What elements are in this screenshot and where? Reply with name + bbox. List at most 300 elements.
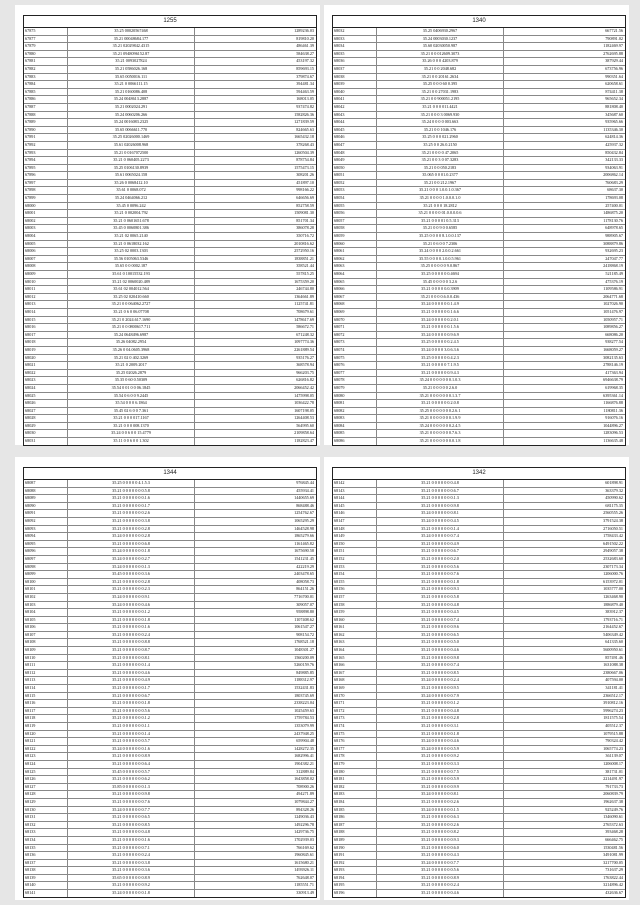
- point-id-cell: 68118: [24, 715, 68, 722]
- coordinate-cell: 35.25 02 0003.1303: [68, 248, 195, 255]
- coordinate-cell: 35.21 0 0 0 0 0 0 0.9.2: [68, 882, 195, 889]
- point-id-cell: 68083: [333, 415, 377, 422]
- table-row: [333, 776, 625, 784]
- point-id-cell: 68123: [24, 753, 68, 760]
- coordinate-cell: 35.21 0 0 0 0 0 0 0.6.7: [68, 693, 195, 700]
- table-row: [333, 480, 625, 488]
- value-cell: 1188312.97: [294, 677, 314, 683]
- coordinate-cell: 35.21 0 0 212.1967: [377, 180, 504, 187]
- coordinate-cell: 35.26 0 0 0 4203.879: [377, 58, 504, 65]
- value-cell: 1575473.15: [294, 164, 314, 170]
- value-cell: 379874.67: [296, 73, 314, 79]
- value-cell: 2261889.54: [294, 346, 314, 352]
- table-row: [24, 81, 316, 89]
- point-id-cell: 68067: [333, 294, 377, 301]
- value-cell: 68637.30: [607, 187, 623, 193]
- table-row: [333, 430, 625, 438]
- table-title: 1342: [333, 468, 625, 480]
- coordinate-cell: 35.24 0 0 0 0 0 0 0.1.8: [68, 548, 195, 555]
- table-row: [333, 400, 625, 408]
- point-id-cell: 68101: [24, 586, 68, 593]
- table-row: [333, 218, 625, 226]
- table-row: [333, 241, 625, 249]
- table-row: [24, 294, 316, 302]
- coordinate-cell: 35.24 0 0 0 0 003.663: [377, 119, 504, 126]
- coordinate-cell: 35.21 02 0065.2140: [68, 233, 195, 240]
- coordinate-cell: 35.21 0 0 0 0 0 0 0.9.3: [377, 586, 504, 593]
- value-cell: 312889.84: [296, 768, 314, 774]
- value-cell: 450990.62: [605, 495, 623, 501]
- value-cell: 6946638.79: [603, 377, 623, 383]
- coordinate-cell: 35.21 0 0 0 0 0 0.9.4.3: [377, 370, 504, 377]
- point-id-cell: 67884: [24, 81, 68, 88]
- coordinate-cell: 35.24 0003030.1237: [377, 36, 504, 43]
- point-id-cell: 68119: [24, 723, 68, 730]
- table-row: [333, 51, 625, 59]
- point-id-cell: 68084: [333, 423, 377, 430]
- coordinate-cell: 35.21 0 0 0 0 0 0 0.8.8: [68, 639, 195, 646]
- table-row: [24, 526, 316, 534]
- value-cell: 601898.91: [605, 480, 623, 485]
- coordinate-cell: 35.21 0 0 0 0 0 7.1.9.5: [377, 362, 504, 369]
- value-cell: 1346090.61: [603, 814, 623, 820]
- coordinate-cell: 35.21 0093027824: [68, 58, 195, 65]
- value-cell: 934063.91: [605, 164, 623, 170]
- table-row: [24, 882, 316, 890]
- table-row: [333, 564, 625, 572]
- point-id-cell: 68028: [24, 415, 68, 422]
- value-cell: 1682996.41: [294, 753, 314, 759]
- coordinate-cell: 35.21 0 0 0 0 0 0 0.9.8: [68, 791, 195, 798]
- value-cell: 849885.85: [296, 669, 314, 675]
- value-cell: 1643858.02: [294, 776, 314, 782]
- point-id-cell: 68165: [333, 655, 377, 662]
- coordinate-cell: 35.21 0 0 0 0 0 0 0.4.8: [377, 602, 504, 609]
- coordinate-cell: 35.24 0016083.2325: [68, 119, 195, 126]
- table-row: [333, 203, 625, 211]
- table-row: [333, 286, 625, 294]
- table-row: [333, 415, 625, 423]
- point-id-cell: 68052: [333, 180, 377, 187]
- point-id-cell: 68069: [333, 309, 377, 316]
- value-cell: 455934.41: [296, 487, 314, 493]
- coordinate-cell: 35.21 0 0 0 0 0 0 0.5.6: [68, 708, 195, 715]
- coordinate-cell: 35.21 00048684.177: [68, 36, 195, 43]
- coordinate-cell: 35.21 0 0 050.2183: [377, 165, 504, 172]
- coordinate-cell: 35.21 0 0618032.162: [68, 241, 195, 248]
- coordinate-cell: 35.21 0 0 0 0 0 0 0.2.3: [68, 586, 195, 593]
- point-id-cell: 67879: [24, 43, 68, 50]
- table-row: [24, 738, 316, 746]
- point-id-cell: 68160: [333, 617, 377, 624]
- document-page: [324, 457, 629, 900]
- value-cell: 378268.43: [296, 141, 314, 147]
- point-id-cell: 68135: [24, 845, 68, 852]
- point-id-cell: 67887: [24, 104, 68, 111]
- coordinate-cell: 35.61 0 10015532.193: [68, 271, 195, 278]
- table-row: [24, 408, 316, 416]
- coordinate-cell: 35.21 0 0601651.678: [68, 218, 195, 225]
- point-id-cell: 68175: [333, 731, 377, 738]
- table-row: [333, 355, 625, 363]
- point-id-cell: 68104: [24, 609, 68, 616]
- value-cell: 1182823.47: [294, 438, 314, 444]
- table-row: [333, 875, 625, 883]
- point-id-cell: 68193: [333, 867, 377, 874]
- coordinate-cell: 35.21 0 0 0 0 0 0 0.2.8: [377, 715, 504, 722]
- point-id-cell: 68149: [333, 533, 377, 540]
- coordinate-cell: 35.21 0 0 0 0 0 0.1.6.6: [377, 309, 504, 316]
- coordinate-cell: 35.21 0 0 0 0 0 0 0.4.8: [377, 480, 504, 487]
- point-id-cell: 68064: [333, 271, 377, 278]
- value-cell: 966203.75: [296, 369, 314, 375]
- coordinate-cell: 35.21 0 0 0 0 0 0 0.4.9: [377, 541, 504, 548]
- value-cell: 393468.28: [605, 829, 623, 835]
- table-row: [333, 647, 625, 655]
- table-row: [24, 693, 316, 701]
- point-id-cell: 68132: [24, 822, 68, 829]
- point-id-cell: 68076: [333, 362, 377, 369]
- point-id-cell: 68089: [24, 495, 68, 502]
- point-id-cell: 68094: [24, 533, 68, 540]
- table-row: [24, 28, 316, 36]
- value-cell: 425937.32: [605, 141, 623, 147]
- table-row: [333, 119, 625, 127]
- table-row: [24, 74, 316, 82]
- table-row: [333, 301, 625, 309]
- point-id-cell: 68041: [333, 96, 377, 103]
- value-cell: 1079844.27: [294, 798, 314, 804]
- table-row: [24, 195, 316, 203]
- table-row: [333, 791, 625, 799]
- table-row: [333, 385, 625, 393]
- point-id-cell: 68011: [24, 286, 68, 293]
- table-row: [24, 430, 316, 438]
- coordinate-cell: 35.21 0 0 0 0 0 0 0.8.9: [68, 753, 195, 760]
- coordinate-cell: 35.21 0 0 0 0 0 0 0.1.6: [68, 495, 195, 502]
- table-row: [333, 784, 625, 792]
- coordinate-cell: 35.21 0 0 0 0 0 0 0.9.8: [377, 655, 504, 662]
- table-row: [24, 837, 316, 845]
- coordinate-cell: 35.21 0 0 0 0 0 0 0.2.6: [377, 822, 504, 829]
- value-cell: 422219.29: [296, 563, 314, 569]
- value-cell: 257400.01: [605, 202, 623, 208]
- value-cell: 1429736.75: [294, 829, 314, 835]
- coordinate-cell: 35.54 0 6 0 0 9.2445: [68, 393, 195, 400]
- point-id-cell: 68139: [24, 875, 68, 882]
- value-cell: 1607198.05: [294, 407, 314, 413]
- coordinate-cell: 35.21 0 0 0 0 0 0 0.1.3: [377, 495, 504, 502]
- value-cell: 1962637.38: [603, 798, 623, 804]
- coordinate-cell: 35.24 0 0 0 0 0 0 0.9.1: [68, 594, 195, 601]
- value-cell: 1263468.90: [603, 593, 623, 599]
- table-row: [24, 248, 316, 256]
- coordinate-cell: 35.21 0948096152.87: [68, 51, 195, 58]
- table-row: [333, 112, 625, 120]
- coordinate-cell: 35.85 0 0 0 0 0 0 0.1.3: [68, 784, 195, 791]
- value-cell: 2109858.64: [294, 430, 314, 436]
- value-cell: 1428272.35: [294, 745, 314, 751]
- point-id-cell: 68054: [333, 195, 377, 202]
- value-cell: 2006862.14: [603, 172, 623, 178]
- point-id-cell: 68015: [24, 317, 68, 324]
- coordinate-cell: 35.21 0 0 0 0 0 0 0.4.9: [68, 677, 195, 684]
- table-row: [333, 180, 625, 188]
- coordinate-cell: 35.24 0 0 0 0 0 0 0.7.9: [377, 693, 504, 700]
- value-cell: 1089856.27: [603, 324, 623, 330]
- value-cell: 1530481.56: [603, 844, 623, 850]
- point-id-cell: 68036: [333, 58, 377, 65]
- table-row: [333, 746, 625, 754]
- coordinate-cell: 35.21 0 0 0 0 0 0 0.1.4: [68, 662, 195, 669]
- table-row: [24, 503, 316, 511]
- table-row: [24, 753, 316, 761]
- point-id-cell: 68156: [333, 586, 377, 593]
- coordinate-cell: 35.24 0 0 0 0 0 0 0.8.1: [377, 791, 504, 798]
- coordinate-cell: 35.24 0 0 0 0 0 0 0.4.5: [377, 518, 504, 525]
- point-id-cell: 68002: [24, 218, 68, 225]
- value-cell: 2437948.25: [294, 730, 314, 736]
- table-row: [333, 594, 625, 602]
- table-row: [333, 256, 625, 264]
- point-id-cell: 68097: [24, 556, 68, 563]
- point-id-cell: 68109: [24, 647, 68, 654]
- table-row: [333, 708, 625, 716]
- coordinate-cell: 35.24 0 0 0 0 0 0 0.2.4: [377, 677, 504, 684]
- point-id-cell: 68056: [333, 210, 377, 217]
- coordinate-cell: 35.21 0 0 0 0 0 0 0.8.5: [68, 822, 195, 829]
- coordinate-cell: 35.21 0 0 0 0 0 0 0.6.5: [68, 814, 195, 821]
- table-row: [24, 685, 316, 693]
- table-row: [24, 271, 316, 279]
- table-row: [24, 370, 316, 378]
- table-row: [24, 662, 316, 670]
- point-id-cell: 68184: [333, 799, 377, 806]
- point-id-cell: 68080: [333, 393, 377, 400]
- table-row: [24, 438, 316, 445]
- coordinate-cell: 35.24 0048613.2887: [68, 96, 195, 103]
- table-row: [24, 150, 316, 158]
- table-row: [24, 807, 316, 815]
- table-row: [333, 662, 625, 670]
- point-id-cell: 68142: [333, 480, 377, 487]
- table-row: [333, 28, 625, 36]
- point-id-cell: 68055: [333, 203, 377, 210]
- point-id-cell: 68061: [333, 248, 377, 255]
- data-table: [23, 15, 317, 446]
- coordinate-cell: 35.25 0 0 0 0 0 0.2.4.5: [377, 339, 504, 346]
- table-row: [333, 36, 625, 44]
- table-row: [24, 670, 316, 678]
- table-row: [24, 480, 316, 488]
- point-id-cell: 68091: [24, 510, 68, 517]
- coordinate-cell: 35.56 0105063.5346: [68, 256, 195, 263]
- table-row: [24, 203, 316, 211]
- coordinate-cell: 35.21 0 0 0 0 0 0 0.6.8: [68, 541, 195, 548]
- coordinate-cell: 35.24 0 0 0 0 0 0 0.5.9: [377, 746, 504, 753]
- point-id-cell: 68127: [24, 784, 68, 791]
- coordinate-cell: 35.21 0 0 0 0 47.2065: [377, 150, 504, 157]
- table-row: [24, 142, 316, 150]
- coordinate-cell: 35.21 0 0 0 0 0 0 0.1.2: [377, 700, 504, 707]
- coordinate-cell: 35.21 0 0 0 0 0 0 0.7.6: [68, 799, 195, 806]
- point-id-cell: 68003: [24, 225, 68, 232]
- point-id-cell: 68038: [333, 74, 377, 81]
- value-cell: 408058.73: [296, 578, 314, 584]
- coordinate-cell: 35.21 0 0 0 017.1167: [68, 415, 195, 422]
- value-cell: 852758.59: [296, 202, 314, 208]
- table-row: [333, 157, 625, 165]
- value-cell: 2788146.19: [603, 362, 623, 368]
- value-cell: 894328.26: [296, 806, 314, 812]
- point-id-cell: 68045: [333, 127, 377, 134]
- table-row: [333, 533, 625, 541]
- coordinate-cell: 35.21 0 0 0 0 0 0 0.2.0: [377, 556, 504, 563]
- table-row: [24, 594, 316, 602]
- value-cell: 1541231.45: [294, 555, 314, 561]
- point-id-cell: 68085: [333, 430, 377, 437]
- point-id-cell: 68141: [24, 890, 68, 897]
- point-id-cell: 68044: [333, 119, 377, 126]
- value-cell: 648978.65: [605, 225, 623, 231]
- coordinate-cell: 35.45 0 0 0 0 0 0 0.5.7: [68, 769, 195, 776]
- value-cell: 2066452.42: [294, 384, 314, 390]
- point-id-cell: 67888: [24, 112, 68, 119]
- coordinate-cell: 35.25 0406930.2967: [377, 28, 504, 35]
- point-id-cell: 68051: [333, 172, 377, 179]
- value-cell: 1109586.91: [603, 286, 623, 292]
- value-cell: 6153972.01: [603, 578, 623, 584]
- table-row: [333, 233, 625, 241]
- table-row: [333, 890, 625, 897]
- coordinate-cell: 35.24 0 0 0 0 0 0 0.1.6: [68, 746, 195, 753]
- data-table: [332, 15, 626, 446]
- point-id-cell: 68023: [24, 377, 68, 384]
- table-row: [24, 400, 316, 408]
- coordinate-cell: 35.21 0 0 0 0 0 0 0.3.8: [68, 518, 195, 525]
- value-cell: 5600950.61: [603, 647, 623, 653]
- point-id-cell: 68057: [333, 218, 377, 225]
- value-cell: 2214491.97: [603, 776, 623, 782]
- point-id-cell: 68086: [333, 438, 377, 445]
- point-id-cell: 68006: [24, 248, 68, 255]
- table-row: [333, 408, 625, 416]
- table-row: [24, 256, 316, 264]
- coordinate-cell: 35.21 0 0 0 0 0.0.3909: [377, 286, 504, 293]
- value-cell: 308201.26: [296, 172, 314, 178]
- coordinate-cell: 35.24 0 0 0 0 0 0.1.4.9: [377, 301, 504, 308]
- point-id-cell: 68147: [333, 518, 377, 525]
- table-row: [24, 746, 316, 754]
- table-row: [24, 488, 316, 496]
- table-row: [24, 301, 316, 309]
- coordinate-cell: 35.25 0 0 0 0 0 0 0.2.6.1: [377, 408, 504, 415]
- value-cell: 387929.44: [605, 58, 623, 64]
- table-row: [333, 677, 625, 685]
- table-row: [333, 195, 625, 203]
- value-cell: 2949057.38: [603, 548, 623, 554]
- value-cell: 1440655.69: [294, 495, 314, 501]
- point-id-cell: 68144: [333, 495, 377, 502]
- value-cell: 2765372.63: [603, 821, 623, 827]
- coordinate-cell: 35.25 02026.2879: [68, 370, 195, 377]
- value-cell: 407594.00: [605, 677, 623, 683]
- value-cell: 1631088.38: [603, 662, 623, 668]
- point-id-cell: 68166: [333, 662, 377, 669]
- value-cell: 246744.80: [296, 286, 314, 292]
- table-row: [24, 632, 316, 640]
- table-row: [333, 104, 625, 112]
- coordinate-cell: 35.21 0 0 0 0 0 0 0.4.6: [377, 647, 504, 654]
- value-cell: 1079515.88: [603, 730, 623, 736]
- table-row: [333, 867, 625, 875]
- table-row: [24, 51, 316, 59]
- value-cell: 1271839.59: [294, 119, 314, 125]
- value-cell: 584638.27: [296, 50, 314, 56]
- coordinate-cell: 35.11 0 0 6 0 0 1.302: [68, 438, 195, 445]
- table-row: [333, 43, 625, 51]
- point-id-cell: 68176: [333, 738, 377, 745]
- value-cell: 760683.29: [605, 179, 623, 185]
- coordinate-cell: 35.21 0 0 0 0 0 0 0.9.5: [377, 685, 504, 692]
- value-cell: 990351.64: [605, 73, 623, 79]
- coordinate-cell: 35.21 0 0 0 0 0 0 0.2.8: [68, 579, 195, 586]
- value-cell: 671248.32: [296, 331, 314, 337]
- table-row: [24, 639, 316, 647]
- coordinate-cell: 35.21 0 0 0 0 0 0 0.3.6: [68, 867, 195, 874]
- coordinate-cell: 35.21 0 0 0 0 0 0 0.1.4: [68, 731, 195, 738]
- table-row: [24, 533, 316, 541]
- coordinate-cell: 35.21 0 0 0 0 0 0 0.1.4: [377, 526, 504, 533]
- coordinate-cell: 35.61 02026008.968: [68, 142, 195, 149]
- value-cell: 1838851.21: [294, 255, 314, 261]
- coordinate-cell: 35.21 0 0 0 0 0 0 0.7.6.3: [377, 430, 504, 437]
- point-id-cell: 68019: [24, 347, 68, 354]
- table-body: [24, 480, 316, 897]
- coordinate-cell: 35.24 0 0 0 0 0 0 0.2.7: [68, 556, 195, 563]
- point-id-cell: 68034: [333, 43, 377, 50]
- table-row: [24, 241, 316, 249]
- value-cell: 1486875.20: [603, 210, 623, 216]
- coordinate-cell: 35.21 0 0 0 0 0 0 0.1.8: [377, 731, 504, 738]
- value-cell: 1364661.89: [294, 293, 314, 299]
- value-cell: 932695.23: [605, 248, 623, 254]
- coordinate-cell: 35.21 0 0 0 008.1370: [68, 423, 195, 430]
- value-cell: 5996274.23: [603, 707, 623, 713]
- coordinate-cell: 35.61 0 0068.072: [68, 187, 195, 194]
- coordinate-cell: 35.25 0 0 0 0 0 0.4.2.3: [377, 355, 504, 362]
- point-id-cell: 67886: [24, 96, 68, 103]
- table-row: [24, 332, 316, 340]
- table-row: [24, 510, 316, 518]
- point-id-cell: 68179: [333, 761, 377, 768]
- point-id-cell: 68088: [24, 488, 68, 495]
- coordinate-cell: 35.21 0 0 0 0 0 0 0.7.4: [377, 662, 504, 669]
- coordinate-cell: 35.21 0 0 0 011.4421: [377, 104, 504, 111]
- table-row: [333, 548, 625, 556]
- table-row: [24, 225, 316, 233]
- coordinate-cell: 35.21 0 0 0 0 0 0 0.1.8: [377, 579, 504, 586]
- point-id-cell: 67896: [24, 172, 68, 179]
- coordinate-cell: 35.21 0 0 0 0 0 0 0.5.6: [377, 564, 504, 571]
- coordinate-cell: 35.21 0 0 20161.2634: [377, 74, 504, 81]
- point-id-cell: 68049: [333, 157, 377, 164]
- table-row: [24, 624, 316, 632]
- coordinate-cell: 35.21 0 2024.617.1690: [68, 317, 195, 324]
- point-id-cell: 68092: [24, 518, 68, 525]
- value-cell: 766169.62: [296, 844, 314, 850]
- point-id-cell: 68195: [333, 882, 377, 889]
